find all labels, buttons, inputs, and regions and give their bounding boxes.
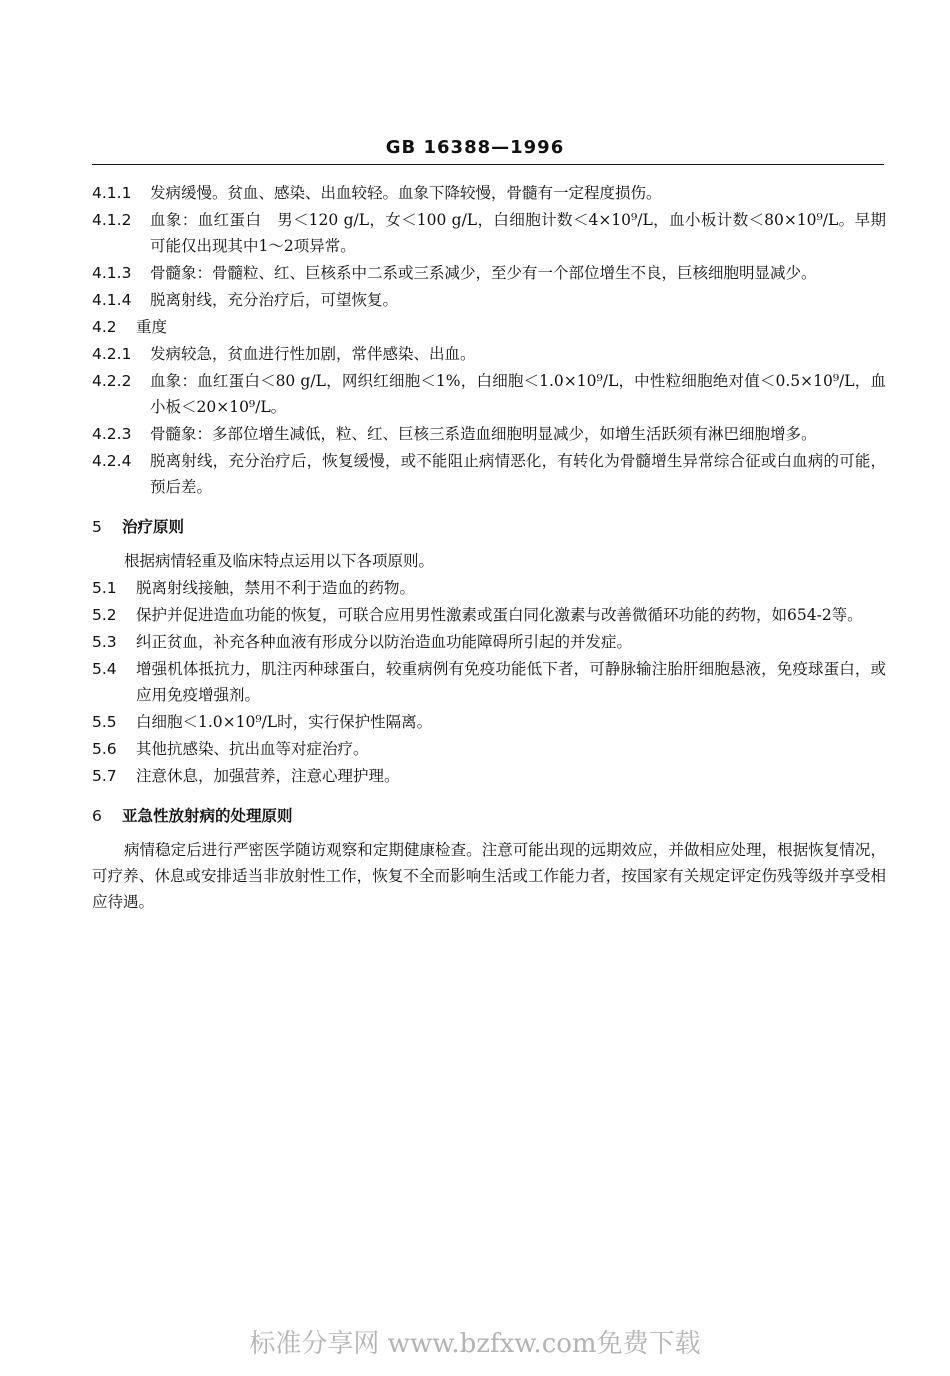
- clause-text: 发病缓慢。贫血、感染、出血较轻。血象下降较慢，骨髓有一定程度损伤。: [150, 184, 662, 202]
- clause-number: 5.1: [92, 579, 117, 597]
- clause-text: 血象：血红蛋白＜80 g/L，网织红细胞＜1%，白细胞＜1.0×10⁹/L，中性粒细胞绝对值＜0.5×10⁹/L，血小板＜20×10⁹/L。: [150, 372, 886, 416]
- clause-text: 发病较急，贫血进行性加剧，常伴感染、出血。: [150, 345, 476, 363]
- clause-text: 增强机体抵抗力，肌注丙种球蛋白，较重病例有免疫功能低下者，可静脉输注胎肝细胞悬液，免疫球蛋白，或应用免疫增强剂。: [136, 660, 886, 704]
- section-6-body: 病情稳定后进行严密医学随访观察和定期健康检查。注意可能出现的远期效应，并做相应处理，根据恢复情况，可疗养、休息或安排适当非放射性工作，恢复不全而影响生活或工作能力者，按国家有关规定评定伤残等级并享受相应待遇。: [92, 841, 886, 911]
- section-title: 治疗原则: [122, 517, 185, 536]
- clause-4-1-2: [92, 207, 886, 259]
- clause-5-5: [92, 709, 886, 735]
- clause-text: 保护并促进造血功能的恢复，可联合应用男性激素或蛋白同化激素与改善微循环功能的药物，如654-2等。: [136, 606, 863, 624]
- clause-number: 5.5: [92, 713, 117, 731]
- clause-4-1-3: [92, 260, 886, 286]
- clause-number: 5.4: [92, 660, 117, 678]
- clause-4-1-1: [92, 180, 886, 206]
- clause-number: 4.1.1: [92, 184, 132, 202]
- clause-text: 脱离射线，充分治疗后，恢复缓慢，或不能阻止病情恶化，有转化为骨髓增生异常综合征或白血病的可能，预后差。: [150, 452, 886, 496]
- section-5-heading: [92, 514, 886, 540]
- clause-number: 5.2: [92, 606, 117, 624]
- clause-4-2-1: [92, 341, 886, 367]
- clause-text: 纠正贫血，补充各种血液有形成分以防治造血功能障碍所引起的并发症。: [136, 633, 633, 651]
- clause-text: 骨髓象：多部位增生减低，粒、红、巨核三系造血细胞明显减少，如增生活跃须有淋巴细胞增多。: [150, 425, 817, 443]
- clause-number: 5.3: [92, 633, 117, 651]
- footer-watermark: 标准分享网 www.bzfxw.com免费下载: [249, 1329, 701, 1359]
- clause-number: 4.2.1: [92, 345, 132, 363]
- clause-4-2-4: [92, 448, 886, 500]
- clause-5-1: [92, 575, 886, 601]
- clause-4-2-3: [92, 421, 886, 447]
- document-body: [92, 180, 886, 916]
- clause-text: 其他抗感染、抗出血等对症治疗。: [136, 740, 369, 758]
- clause-5-3: [92, 629, 886, 655]
- clause-text: 血象：血红蛋白 男＜120 g/L，女＜100 g/L，白细胞计数＜4×10⁹/L，血小板计数＜80×10⁹/L。早期可能仅出现其中1～2项异常。: [150, 211, 886, 255]
- clause-5-7: [92, 763, 886, 789]
- clause-5-4: [92, 656, 886, 708]
- clause-4-1-4: [92, 287, 886, 313]
- clause-text: 白细胞＜1.0×10⁹/L时，实行保护性隔离。: [136, 713, 433, 731]
- clause-number: 4.1.4: [92, 291, 132, 309]
- clause-number: 4.2.3: [92, 425, 132, 443]
- document-header: GB 16388—1996: [385, 137, 565, 158]
- clause-5-6: [92, 736, 886, 762]
- clause-5-2: [92, 602, 886, 628]
- clause-text: 骨髓象：骨髓粒、红、巨核系中二系或三系减少，至少有一个部位增生不良，巨核细胞明显减少。: [150, 264, 817, 282]
- subsection-number: 4.2: [92, 318, 117, 336]
- clause-number: 4.2.2: [92, 372, 132, 390]
- subsection-4-2: [92, 314, 886, 340]
- subsection-title: 重度: [136, 318, 168, 336]
- clause-4-2-2: [92, 368, 886, 420]
- clause-text: 注意休息，加强营养，注意心理护理。: [136, 767, 400, 785]
- clause-text: 脱离射线接触，禁用不利于造血的药物。: [136, 579, 416, 597]
- clause-number: 4.1.2: [92, 211, 132, 229]
- clause-number: 4.2.4: [92, 452, 132, 470]
- section-6-heading: [92, 803, 886, 829]
- section-number: 6: [92, 807, 102, 825]
- clause-number: 5.7: [92, 767, 117, 785]
- section-5-intro: 根据病情轻重及临床特点运用以下各项原则。: [124, 552, 435, 570]
- header-rule: [92, 164, 884, 165]
- section-number: 5: [92, 518, 102, 536]
- clause-number: 4.1.3: [92, 264, 132, 282]
- clause-number: 5.6: [92, 740, 117, 758]
- clause-text: 脱离射线，充分治疗后，可望恢复。: [150, 291, 399, 309]
- section-title: 亚急性放射病的处理原则: [122, 806, 293, 825]
